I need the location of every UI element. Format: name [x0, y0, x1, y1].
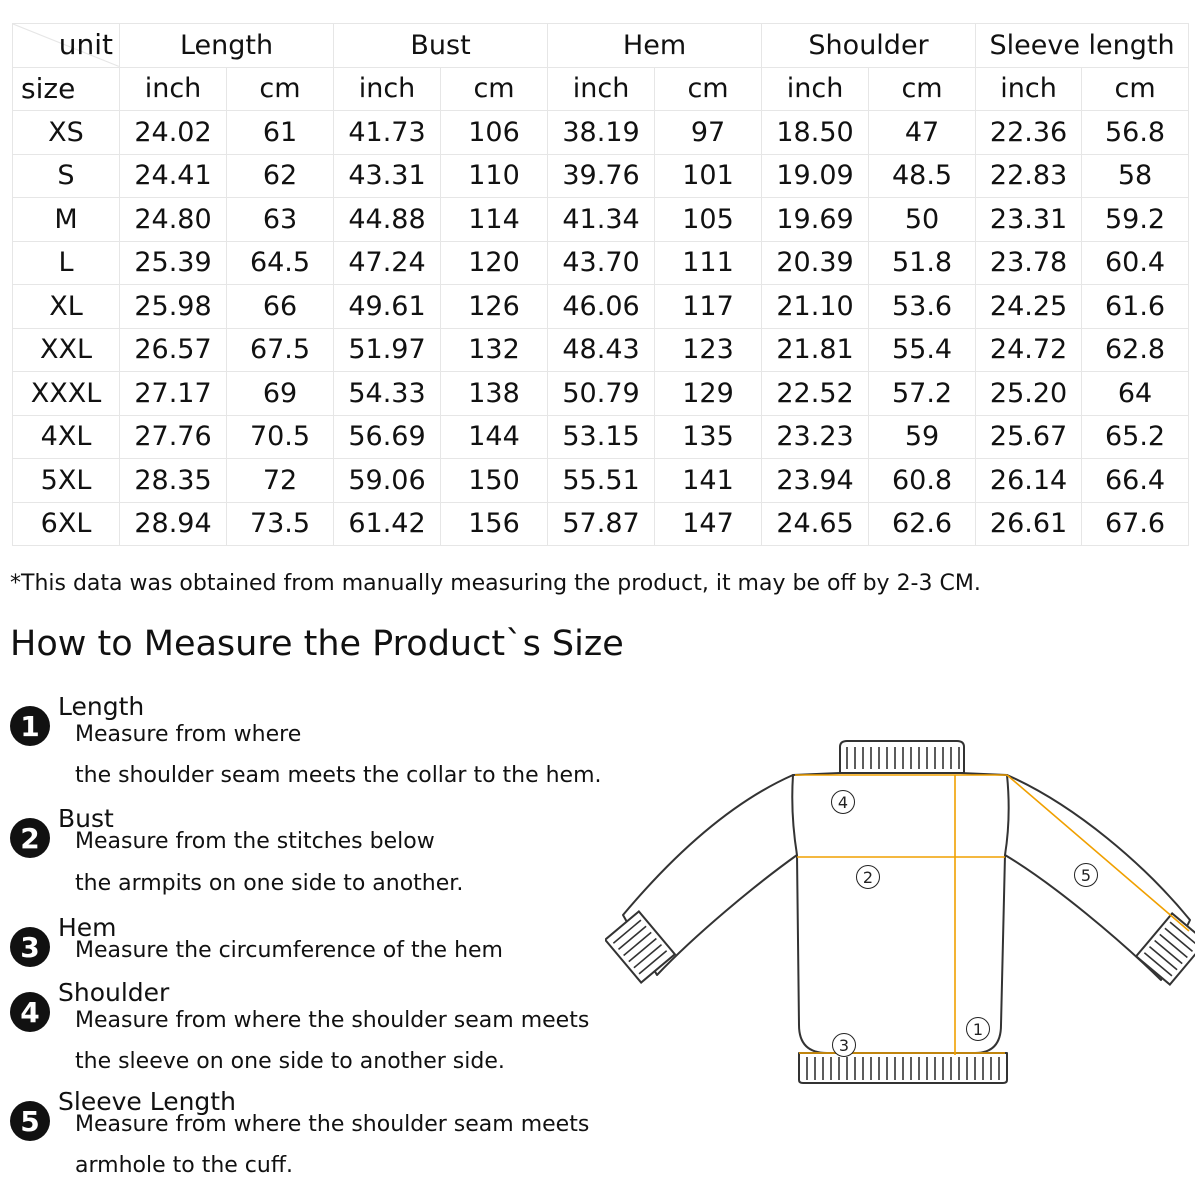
size-label: XXXL: [13, 372, 120, 416]
group-header-shoulder: Shoulder: [762, 24, 976, 68]
table-cell: 138: [441, 372, 548, 416]
table-cell: 66: [227, 285, 334, 329]
size-label: XL: [13, 285, 120, 329]
table-cell: 126: [441, 285, 548, 329]
unit-header: inch: [334, 67, 441, 111]
table-cell: 24.25: [976, 285, 1082, 329]
unit-header: cm: [1082, 67, 1189, 111]
sweater-diagram: [605, 735, 1195, 1090]
table-cell: 44.88: [334, 198, 441, 242]
table-cell: 23.94: [762, 459, 869, 503]
step-number-badge: 2: [10, 818, 50, 858]
table-cell: 21.10: [762, 285, 869, 329]
table-cell: 18.50: [762, 111, 869, 155]
table-cell: 49.61: [334, 285, 441, 329]
table-cell: 64: [1082, 372, 1189, 416]
table-cell: 123: [655, 328, 762, 372]
unit-header: inch: [976, 67, 1082, 111]
table-cell: 64.5: [227, 241, 334, 285]
table-cell: 114: [441, 198, 548, 242]
table-cell: 66.4: [1082, 459, 1189, 503]
group-header-length: Length: [120, 24, 334, 68]
table-cell: 21.81: [762, 328, 869, 372]
unit-header: cm: [441, 67, 548, 111]
collar: [840, 741, 964, 773]
table-cell: 65.2: [1082, 415, 1189, 459]
table-cell: 69: [227, 372, 334, 416]
table-cell: 51.97: [334, 328, 441, 372]
table-cell: 156: [441, 502, 548, 546]
group-header-sleeve-length: Sleeve length: [976, 24, 1189, 68]
table-cell: 22.83: [976, 154, 1082, 198]
table-cell: 19.69: [762, 198, 869, 242]
table-cell: 26.61: [976, 502, 1082, 546]
table-cell: 25.39: [120, 241, 227, 285]
step-number-badge: 1: [10, 706, 50, 746]
size-label: 4XL: [13, 415, 120, 459]
size-label: XS: [13, 111, 120, 155]
table-row: [13, 502, 1189, 546]
step-title: Hem: [58, 913, 117, 942]
table-cell: 26.57: [120, 328, 227, 372]
table-corner: [13, 24, 120, 68]
table-cell: 59.06: [334, 459, 441, 503]
table-cell: 47: [869, 111, 976, 155]
table-cell: 26.14: [976, 459, 1082, 503]
step-text: Measure from where: [75, 722, 302, 747]
table-cell: 97: [655, 111, 762, 155]
table-cell: 60.8: [869, 459, 976, 503]
table-cell: 63: [227, 198, 334, 242]
table-cell: 24.72: [976, 328, 1082, 372]
collar-ribbing: [847, 747, 959, 769]
measurement-note: *This data was obtained from manually measuring the product, it may be off by 2-3 CM.: [10, 571, 981, 596]
table-cell: 41.34: [548, 198, 655, 242]
table-cell: 43.70: [548, 241, 655, 285]
step-text: Measure from where the shoulder seam meets: [75, 1008, 590, 1033]
table-cell: 25.98: [120, 285, 227, 329]
table-cell: 58: [1082, 154, 1189, 198]
table-row: [13, 459, 1189, 503]
unit-header: cm: [869, 67, 976, 111]
table-cell: 61.6: [1082, 285, 1189, 329]
unit-header: inch: [762, 67, 869, 111]
table-cell: 150: [441, 459, 548, 503]
table-cell: 53.6: [869, 285, 976, 329]
unit-header: cm: [227, 67, 334, 111]
table-cell: 57.87: [548, 502, 655, 546]
step-number-badge: 3: [10, 927, 50, 967]
size-label: M: [13, 198, 120, 242]
table-cell: 59: [869, 415, 976, 459]
step-title: Bust: [58, 804, 114, 833]
callout-hem: 3: [832, 1033, 856, 1057]
table-cell: 101: [655, 154, 762, 198]
table-cell: 132: [441, 328, 548, 372]
table-cell: 56.69: [334, 415, 441, 459]
step-title: Length: [58, 692, 145, 721]
table-cell: 129: [655, 372, 762, 416]
table-row: [13, 154, 1189, 198]
table-cell: 24.65: [762, 502, 869, 546]
table-cell: 105: [655, 198, 762, 242]
table-cell: 19.09: [762, 154, 869, 198]
table-cell: 23.23: [762, 415, 869, 459]
unit-header: cm: [655, 67, 762, 111]
step-text: the armpits on one side to another.: [75, 871, 464, 896]
size-label: 5XL: [13, 459, 120, 503]
table-cell: 28.35: [120, 459, 227, 503]
size-label: 6XL: [13, 502, 120, 546]
table-row: [13, 328, 1189, 372]
callout-shoulder: 4: [831, 790, 855, 814]
table-cell: 50.79: [548, 372, 655, 416]
size-label: L: [13, 241, 120, 285]
step-text: Measure the circumference of the hem: [75, 938, 503, 963]
table-cell: 62.8: [1082, 328, 1189, 372]
table-cell: 110: [441, 154, 548, 198]
step-text: Measure from where the shoulder seam meets: [75, 1112, 590, 1137]
table-header-groups: [13, 24, 1189, 68]
table-cell: 54.33: [334, 372, 441, 416]
table-cell: 61.42: [334, 502, 441, 546]
table-cell: 22.52: [762, 372, 869, 416]
step-number-badge: 5: [10, 1101, 50, 1141]
section-title: How to Measure the Product`s Size: [10, 624, 624, 664]
group-header-hem: Hem: [548, 24, 762, 68]
table-cell: 67.6: [1082, 502, 1189, 546]
table-cell: 56.8: [1082, 111, 1189, 155]
step-text: Measure from the stitches below: [75, 829, 435, 854]
step-text: the sleeve on one side to another side.: [75, 1049, 505, 1074]
table-cell: 61: [227, 111, 334, 155]
table-cell: 23.78: [976, 241, 1082, 285]
table-cell: 60.4: [1082, 241, 1189, 285]
table-cell: 48.5: [869, 154, 976, 198]
step-text: the shoulder seam meets the collar to the hem.: [75, 763, 602, 788]
table-row: [13, 415, 1189, 459]
table-row: [13, 285, 1189, 329]
table-cell: 38.19: [548, 111, 655, 155]
table-row: [13, 198, 1189, 242]
table-cell: 25.67: [976, 415, 1082, 459]
table-cell: 62: [227, 154, 334, 198]
table-cell: 24.02: [120, 111, 227, 155]
size-label: S: [13, 154, 120, 198]
table-cell: 67.5: [227, 328, 334, 372]
table-cell: 41.73: [334, 111, 441, 155]
table-cell: 24.41: [120, 154, 227, 198]
table-cell: 20.39: [762, 241, 869, 285]
corner-size-label: size: [13, 67, 120, 111]
table-cell: 23.31: [976, 198, 1082, 242]
group-header-bust: Bust: [334, 24, 548, 68]
table-cell: 55.51: [548, 459, 655, 503]
table-cell: 55.4: [869, 328, 976, 372]
table-cell: 144: [441, 415, 548, 459]
table-cell: 24.80: [120, 198, 227, 242]
unit-header: inch: [548, 67, 655, 111]
table-cell: 51.8: [869, 241, 976, 285]
table-cell: 27.76: [120, 415, 227, 459]
table-cell: 50: [869, 198, 976, 242]
table-header-units: [13, 67, 1189, 111]
callout-bust: 2: [856, 865, 880, 889]
table-cell: 117: [655, 285, 762, 329]
unit-header: inch: [120, 67, 227, 111]
step-text: armhole to the cuff.: [75, 1153, 293, 1178]
callout-sleeve: 5: [1074, 863, 1098, 887]
table-cell: 72: [227, 459, 334, 503]
table-cell: 43.31: [334, 154, 441, 198]
callout-length: 1: [966, 1017, 990, 1041]
table-cell: 111: [655, 241, 762, 285]
table-row: [13, 111, 1189, 155]
table-cell: 135: [655, 415, 762, 459]
table-cell: 48.43: [548, 328, 655, 372]
sweater-body: [792, 773, 1009, 1053]
table-cell: 141: [655, 459, 762, 503]
table-cell: 62.6: [869, 502, 976, 546]
step-number-badge: 4: [10, 992, 50, 1032]
table-cell: 25.20: [976, 372, 1082, 416]
table-cell: 28.94: [120, 502, 227, 546]
table-cell: 106: [441, 111, 548, 155]
table-cell: 147: [655, 502, 762, 546]
size-chart-table: [12, 23, 1189, 546]
corner-unit-label: unit: [58, 28, 113, 61]
size-label: XXL: [13, 328, 120, 372]
table-cell: 46.06: [548, 285, 655, 329]
table-row: [13, 241, 1189, 285]
table-cell: 120: [441, 241, 548, 285]
table-row: [13, 372, 1189, 416]
table-cell: 57.2: [869, 372, 976, 416]
table-cell: 59.2: [1082, 198, 1189, 242]
step-title: Sleeve Length: [58, 1087, 236, 1116]
table-cell: 27.17: [120, 372, 227, 416]
table-cell: 47.24: [334, 241, 441, 285]
table-cell: 73.5: [227, 502, 334, 546]
table-cell: 53.15: [548, 415, 655, 459]
step-title: Shoulder: [58, 978, 170, 1007]
table-cell: 22.36: [976, 111, 1082, 155]
table-cell: 39.76: [548, 154, 655, 198]
table-cell: 70.5: [227, 415, 334, 459]
sweater-illustration: [605, 735, 1195, 1090]
